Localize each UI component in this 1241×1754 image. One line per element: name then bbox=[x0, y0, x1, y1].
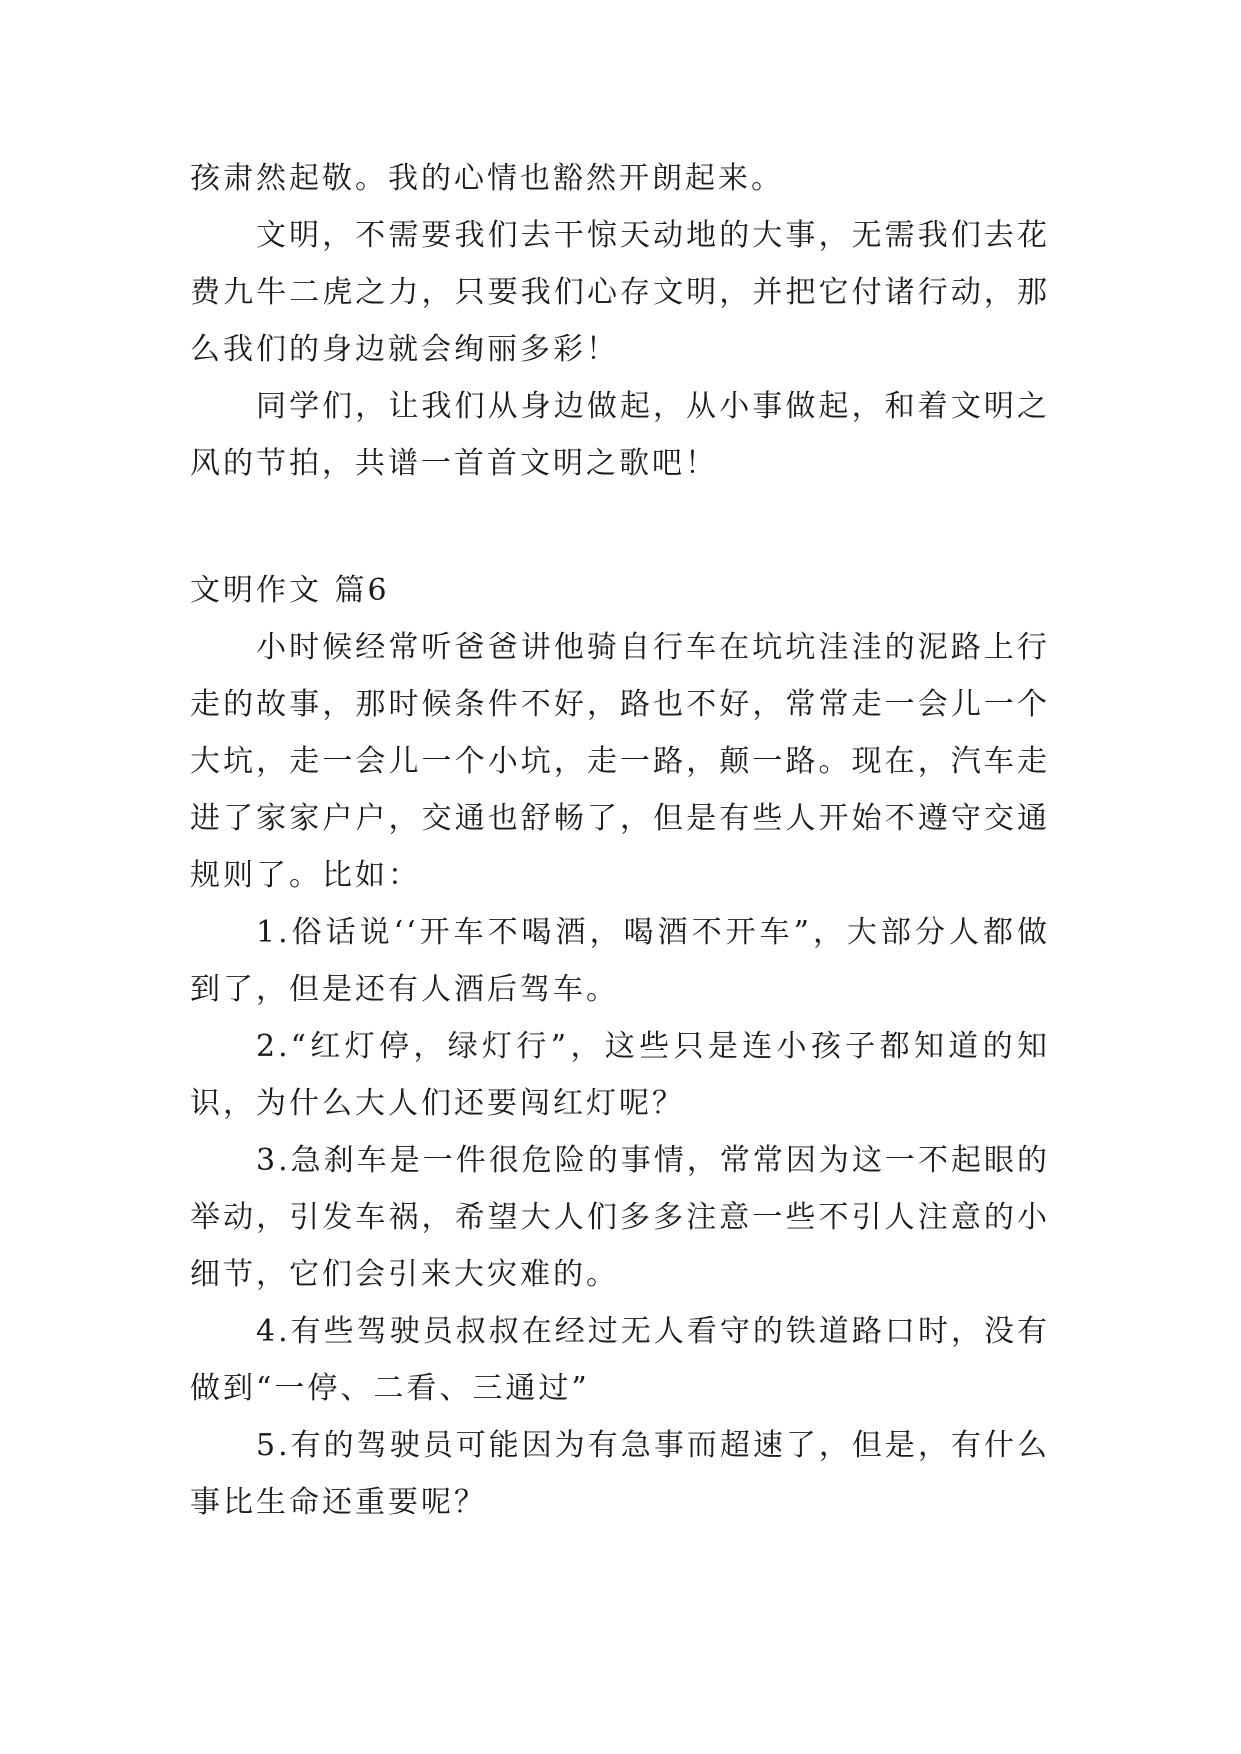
list-item: 2.“红灯停，绿灯行”，这些只是连小孩子都知道的知识，为什么大人们还要闯红灯呢？ bbox=[190, 1029, 1050, 1121]
paragraph-continuation: 孩肃然起敬。我的心情也豁然开朗起来。 bbox=[190, 161, 784, 196]
list-item: 1.俗话说‘‘开车不喝酒，喝酒不开车”，大部分人都做到了，但是还有人酒后驾车。 bbox=[190, 915, 1050, 1007]
paragraph: 同学们，让我们从身边做起，从小事做起，和着文明之风的节拍，共谱一首首文明之歌吧！ bbox=[190, 389, 1050, 481]
list-item: 5.有的驾驶员可能因为有急事而超速了，但是，有什么事比生命还重要呢？ bbox=[190, 1428, 1050, 1520]
essay-heading: 文明作文 篇6 bbox=[190, 573, 390, 608]
paragraph: 小时候经常听爸爸讲他骑自行车在坑坑洼洼的泥路上行走的故事，那时候条件不好，路也不好，常常走一会儿一个大坑，走一会儿一个小坑，走一路，颠一路。现在，汽车走进了家家户户，交通也舒畅了，但是有些人开始不遵守交通规则了。比如： bbox=[190, 630, 1050, 893]
list-item: 3.急刹车是一件很危险的事情，常常因为这一不起眼的举动，引发车祸，希望大人们多多注意一些不引人注意的小细节，它们会引来大灾难的。 bbox=[190, 1143, 1050, 1292]
list-item: 4.有些驾驶员叔叔在经过无人看守的铁道路口时，没有做到“一停、二看、三通过” bbox=[190, 1314, 1050, 1406]
document-page bbox=[190, 150, 1050, 1531]
paragraph: 文明，不需要我们去干惊天动地的大事，无需我们去花费九牛二虎之力，只要我们心存文明，并把它付诸行动，那么我们的身边就会绚丽多彩！ bbox=[190, 218, 1050, 367]
